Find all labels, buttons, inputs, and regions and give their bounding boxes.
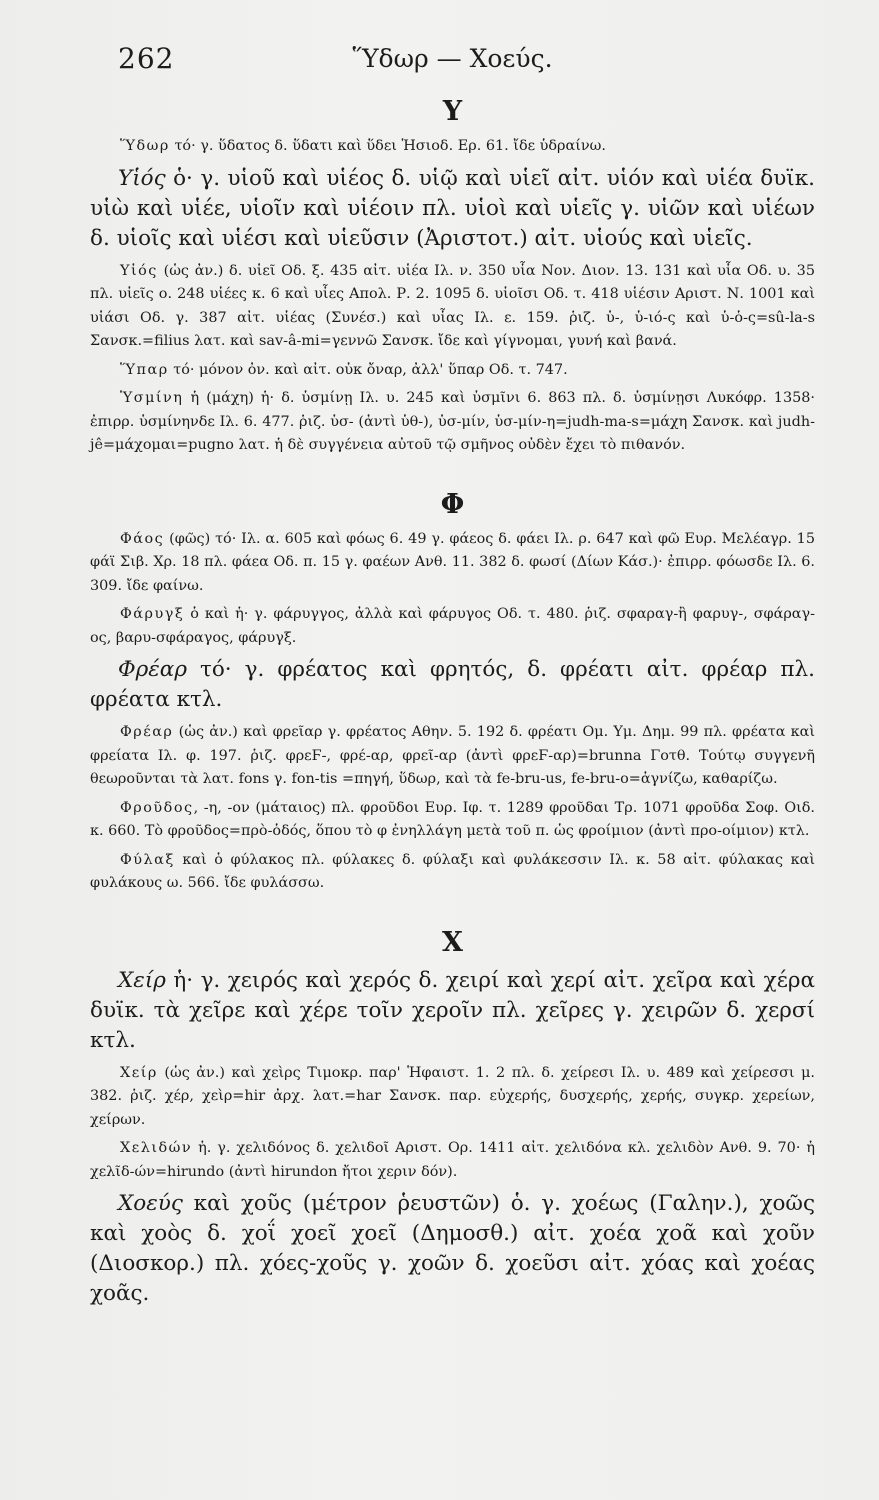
- section-letter: Υ: [442, 96, 463, 127]
- section-upsilon: [90, 96, 815, 458]
- section-chi: [90, 927, 815, 1310]
- running-title: Ὕδωρ — Χοεύς.: [352, 44, 553, 73]
- dictionary-entry: [90, 387, 815, 458]
- dictionary-entry: [90, 1062, 815, 1133]
- entry-lemma: Φρέαρ: [118, 657, 187, 682]
- section-letter: Φ: [440, 488, 465, 520]
- entry-text: ἡ· γ. χειρός καὶ χερός δ. χειρί καὶ χερί αἰτ. χεῖρα καὶ χέρα δυϊκ. τὰ χεῖρε καὶ χέρε τοῖν χεροῖν πλ. χεῖρες γ. χειρῶν δ. χερσί κτλ.: [90, 967, 815, 1053]
- entry-text: ἡ (μάχη) ἡ· δ. ὑσμίνῃ Ιλ. υ. 245 καὶ ὑσμῖνι 6. 863 πλ. δ. ὑσμίνῃσι Λυκόφρ. 1358· ἐπιρρ. ὑσμίνηνδε Ιλ. 6. 477. ῥιζ. ὑσ- (ἀντὶ ὑθ-), ὑσ-μίν, ὑσ-μίν-η=judh-ma-s=μάχη Σανσκ. καὶ judh-jê=μάχομαι=pugno λατ. ἡ δὲ συγγένεια αὐτοῦ τῷ σμῆνος οὐδὲν ἔχει τὸ πιθανόν.: [90, 390, 815, 453]
- dictionary-entry: [90, 797, 815, 844]
- page-header: [90, 38, 815, 92]
- entry-lemma: Ὑσμίνη: [120, 390, 184, 406]
- entry-text: (φῶς) τό· Ιλ. α. 605 καὶ φόως 6. 49 γ. φάεος δ. φάει Ιλ. ρ. 647 καὶ φῶ Ευρ. Μελέαγρ. 15 φάϊ Σιβ. Χρ. 18 πλ. φάεα Οδ. π. 15 γ. φαέων Ανθ. 11. 382 δ. φωσί (Δίων Κάσ.)· ἐπιρρ. φόωσδε Ιλ. 6. 309. ἴδε φαίνω.: [90, 530, 815, 594]
- entry-text: τό· γ. ὕδατος δ. ὕδατι καὶ ὕδει Ἡσιοδ. Ερ. 61. ἴδε ὑδραίνω.: [169, 138, 606, 154]
- dictionary-entry-main: [90, 164, 815, 254]
- dictionary-entry: [90, 721, 815, 792]
- entry-lemma: Φάρυγξ: [120, 606, 185, 622]
- entry-text: , -η, -ον (μάταιος) πλ. φροῦδοι Ευρ. Ιφ. τ. 1289 φροῦδαι Τρ. 1071 φροῦδα Σοφ. Οιδ. κ. 660. Τὸ φροῦδος=πρὸ-ὁδός, ὅπου τὸ φ ἐνηλλάγη μετὰ τοῦ π. ὡς φροίμιον (ἀντὶ προ-οίμιον) κτλ.: [90, 799, 815, 839]
- dictionary-entry-main: [90, 966, 815, 1056]
- dictionary-entry: [90, 528, 815, 599]
- entry-lemma: Φροῦδος: [120, 799, 194, 816]
- entry-lemma: Υἱός: [118, 165, 166, 191]
- entry-text: τό· μόνον ὀν. καὶ αἰτ. οὐκ ὄναρ, ἀλλ' ὕπαρ Οδ. τ. 747.: [168, 361, 568, 378]
- entry-lemma: Ὕδωρ: [120, 138, 170, 154]
- entry-lemma: Φύλαξ: [120, 851, 175, 868]
- dictionary-entry-main: [90, 1189, 815, 1309]
- entry-lemma: Χοεύς: [118, 1191, 183, 1216]
- entry-lemma: Υἱός: [120, 262, 158, 279]
- entry-text: ἡ. γ. χελιδόνος δ. χελιδοῖ Αριστ. Ορ. 1411 αἰτ. χελιδόνα κλ. χελιδὸν Ανθ. 9. 70· ἡ χελῖδ-ών=hirundo (ἀντὶ hirundon ἤτοι χεριν δόν).: [90, 1140, 815, 1180]
- entry-text: (ὡς ἀν.) καὶ χεὶρς Τιμοκρ. παρ' Ἡφαιστ. 1. 2 πλ. δ. χείρεσι Ιλ. υ. 489 καὶ χείρεσσι μ. 382. ῥιζ. χέρ, χεὶρ=hir ἀρχ. λατ.=har Σανσκ. παρ. εὐχερής, δυσχερής, χερής, συγκρ. χερείων, χείρων.: [90, 1064, 815, 1128]
- entry-lemma: Χελιδών: [120, 1140, 193, 1156]
- dictionary-entry-main: [90, 655, 815, 715]
- dictionary-entry: [90, 260, 815, 354]
- dictionary-entry: [90, 135, 815, 159]
- section-letter: Χ: [442, 926, 463, 958]
- dictionary-entry: [90, 603, 815, 650]
- entry-lemma: Χείρ: [118, 967, 166, 993]
- entry-lemma: Φάος: [120, 530, 165, 547]
- entry-text: (ὡς ἀν.) δ. υἱεῖ Οδ. ξ. 435 αἰτ. υἱέα Ιλ. ν. 350 υἷα Νον. Διον. 13. 131 καὶ υἷα Οδ. υ. 35 πλ. υἱεῖς ο. 248 υἱέες κ. 6 καὶ υἷες Απολ. Ρ. 2. 1095 δ. υἱοῖσι Οδ. τ. 418 υἱέσιν Αριστ. Ν. 1001 καὶ υἱάσι Οδ. γ. 387 αἰτ. υἱέας (Συνέσ.) καὶ υἷας Ιλ. ε. 159. ῥιζ. ὑ-, ὑ-ιό-ς καὶ ὑ-ὁ-ς=sû-la-s Σανσκ.=filius λατ. καὶ sav-â-mi=γεννῶ Σανσκ. ἴδε καὶ γίγνομαι, γυνή καὶ βανά.: [90, 262, 815, 349]
- page-number: 262: [118, 42, 175, 75]
- entry-text: καὶ ὁ φύλακος πλ. φύλακες δ. φύλαξι καὶ φυλάκεσσιν Ιλ. κ. 58 αἰτ. φύλακας καὶ φυλάκους ω. 566. ἴδε φυλάσσω.: [90, 851, 815, 891]
- dictionary-entry: [90, 359, 815, 383]
- entry-text: ὁ· γ. υἱοῦ καὶ υἱέος δ. υἱῷ καὶ υἱεῖ αἰτ. υἱόν καὶ υἱέα δυϊκ. υἱὼ καὶ υἱέε, υἱοῖν καὶ υἱέοιν πλ. υἱοὶ καὶ υἱεῖς γ. υἱῶν καὶ υἱέων δ. υἱοῖς καὶ υἱέσι καὶ υἱεῦσιν (Ἀριστοτ.) αἰτ. υἱούς καὶ υἱεῖς.: [90, 165, 815, 251]
- entry-text: ὁ καὶ ἡ· γ. φάρυγγος, ἀλλὰ καὶ φάρυγος Οδ. τ. 480. ῥιζ. σφαραγ-ἢ φαρυγ-, σφάραγ-ος, βαρυ-σφάραγος, φάρυγξ.: [90, 606, 815, 646]
- section-phi: [90, 489, 815, 896]
- entry-text: (ὡς ἀν.) καὶ φρεῖαρ γ. φρέατος Αθην. 5. 192 δ. φρέατι Ομ. Υμ. Δημ. 99 πλ. φρέατα καὶ φρείατα Ιλ. φ. 197. ῥιζ. φρεϜ-, φρέ-αρ, φρεῖ-αρ (ἀντὶ φρεϜ-αρ)=brunna Γοτθ. Τούτῳ συγγενῆ θεωροῦνται τὰ λατ. fons γ. fon-tis =πηγή, ὕδωρ, καὶ τὰ fe-bru-us, fe-bru-o=ἁγνίζω, καθαρίζω.: [90, 724, 815, 787]
- entry-text: τό· γ. φρέατος καὶ φρητός, δ. φρέατι αἰτ. φρέαρ πλ. φρέατα κτλ.: [90, 657, 815, 712]
- entry-lemma: Φρέαρ: [120, 724, 174, 740]
- dictionary-entry: [90, 849, 815, 896]
- entry-lemma: Χείρ: [120, 1064, 158, 1081]
- dictionary-entry: [90, 1137, 815, 1184]
- entry-text: καὶ χοῦς (μέτρον ῥευστῶν) ὁ. γ. χοέως (Γαλην.), χοῶς καὶ χοὸς δ. χοΐ χοεῖ χοεῖ (Δημοσθ.) αἰτ. χοέα χοᾶ καὶ χοῦν (Διοσκορ.) πλ. χόες-χοῦς γ. χοῶν δ. χοεῦσι αἰτ. χόας καὶ χοέας χοᾶς.: [90, 1191, 815, 1306]
- entry-lemma: Ὕπαρ: [120, 361, 169, 378]
